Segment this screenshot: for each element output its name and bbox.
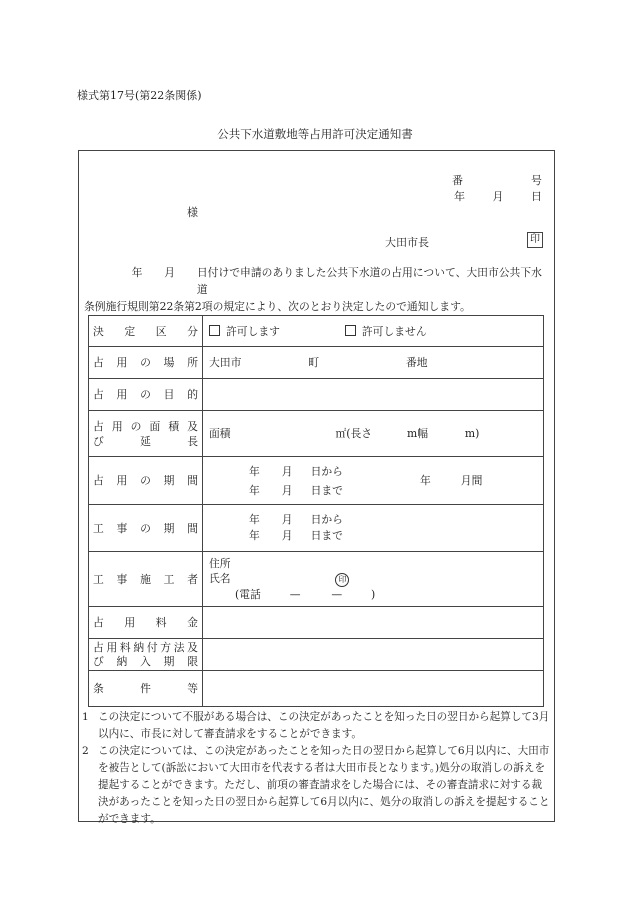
period-label bbox=[89, 457, 203, 505]
table-row bbox=[89, 552, 544, 607]
conditions-value[interactable] bbox=[203, 671, 544, 707]
duration-month: 月間 bbox=[460, 474, 483, 487]
permit-option-label: 許可します bbox=[226, 324, 280, 338]
period-from-year: 年 bbox=[249, 464, 260, 478]
period-from: 日から bbox=[310, 464, 343, 478]
permit-table bbox=[88, 315, 544, 707]
body-year: 年 bbox=[131, 266, 143, 279]
date-month: 月 bbox=[492, 190, 504, 203]
row-label-text: 占 用 の 期 間 bbox=[93, 474, 198, 487]
seal-circle-icon: 印 bbox=[335, 573, 349, 587]
table-row bbox=[89, 457, 544, 505]
table-row bbox=[89, 505, 544, 552]
issue-date bbox=[454, 188, 542, 204]
note-number: 1 bbox=[82, 711, 89, 723]
conditions-label bbox=[89, 671, 203, 707]
constr-to-year: 年 bbox=[249, 529, 260, 542]
table-row bbox=[89, 379, 544, 411]
table-row bbox=[89, 347, 544, 379]
table-row bbox=[89, 316, 544, 347]
phone-dash-2: — bbox=[331, 588, 343, 601]
document-number bbox=[452, 172, 542, 188]
constr-from-month: 月 bbox=[281, 513, 293, 526]
table-row bbox=[89, 671, 544, 707]
deny-option-label: 許可しません bbox=[361, 324, 427, 338]
constr-from-year: 年 bbox=[249, 513, 260, 526]
area-value[interactable] bbox=[203, 411, 544, 457]
checkbox-icon bbox=[345, 325, 356, 336]
phone-close: ) bbox=[371, 588, 376, 601]
constr-to: 日まで bbox=[310, 529, 343, 542]
row-label-text: 占 用 の 場 所 bbox=[93, 356, 198, 369]
fee-method-label bbox=[89, 639, 203, 671]
construction-label bbox=[89, 505, 203, 552]
note-number: 2 bbox=[82, 745, 89, 757]
decision-value bbox=[203, 316, 544, 347]
row-label-text: 条 件 等 bbox=[93, 682, 198, 695]
period-from-month: 月 bbox=[281, 464, 293, 478]
constr-to-month: 月 bbox=[281, 529, 293, 542]
place-town: 町 bbox=[308, 356, 320, 369]
period-to-month: 月 bbox=[281, 483, 293, 497]
table-row bbox=[89, 411, 544, 457]
place-city: 大田市 bbox=[209, 356, 242, 369]
body-month: 月 bbox=[164, 266, 176, 279]
checkbox-icon bbox=[209, 325, 220, 336]
notice-body bbox=[84, 264, 550, 315]
decision-label bbox=[89, 316, 203, 347]
deny-checkbox[interactable] bbox=[345, 325, 427, 338]
area-label bbox=[89, 411, 203, 457]
area-length: ㎡(長さ bbox=[335, 427, 373, 440]
fee-value[interactable] bbox=[203, 607, 544, 639]
place-value[interactable] bbox=[203, 347, 544, 379]
constr-from: 日から bbox=[310, 513, 343, 526]
place-banchi: 番地 bbox=[405, 356, 428, 369]
document-title: 公共下水道敷地等占用許可決定通知書 bbox=[217, 127, 413, 141]
contractor-label bbox=[89, 552, 203, 607]
mayor-title: 大田市長 bbox=[385, 236, 429, 249]
area-close: m) bbox=[464, 427, 480, 440]
row-label-text: 占 用 料 金 bbox=[93, 616, 198, 629]
phone-open: (電話 bbox=[235, 588, 261, 601]
construction-value[interactable] bbox=[203, 505, 544, 552]
note-item bbox=[82, 709, 552, 743]
contractor-name: 氏名 bbox=[209, 572, 231, 585]
note-text: この決定については、この決定があったことを知った日の翌日から起算して6月以内に、大田市を被告として(訴訟において大田市を代表する者は大田市長となります。)処分の取消しの訴えを提起することができます。ただし、前項の審査請求をした場合には、その審査請求に対する裁決があったことを知った日の翌日から起算して6月以内に、処分の取消しの訴えを提起することができます。 bbox=[98, 745, 550, 825]
body-line1: 日付けで申請のありました公共下水道の占用について、大田市公共下水道 bbox=[196, 266, 542, 296]
period-to: 日まで bbox=[310, 483, 343, 497]
area-text: 面積 bbox=[209, 427, 231, 440]
permit-checkbox[interactable] bbox=[209, 325, 280, 338]
row-label-text: 占 用 の 面 積 及 bbox=[93, 419, 198, 433]
number-suffix: 号 bbox=[531, 174, 542, 187]
note-text: この決定について不服がある場合は、この決定があったことを知った日の翌日から起算して3月以内に、市長に対して審査請求をすることができます。 bbox=[98, 711, 550, 740]
fee-label bbox=[89, 607, 203, 639]
row-label-text: 決 定 区 分 bbox=[93, 324, 198, 338]
row-label-text: 占 用 の 目 的 bbox=[93, 388, 198, 401]
period-to-year: 年 bbox=[249, 483, 260, 497]
phone-dash-1: — bbox=[289, 588, 301, 601]
place-label bbox=[89, 347, 203, 379]
row-label-text: 工 事 の 期 間 bbox=[93, 521, 198, 535]
contractor-address: 住所 bbox=[209, 557, 231, 570]
row-label-text: び 延 長 bbox=[93, 434, 198, 448]
fee-method-value[interactable] bbox=[203, 639, 544, 671]
row-label-text: び 納 入 期 限 bbox=[93, 654, 198, 668]
addressee-suffix: 様 bbox=[187, 206, 198, 219]
purpose-value[interactable] bbox=[203, 379, 544, 411]
date-day: 日 bbox=[531, 190, 542, 203]
period-value[interactable] bbox=[203, 457, 544, 505]
note-item bbox=[82, 743, 552, 828]
date-year: 年 bbox=[454, 190, 465, 203]
row-label-text: 占 用 料 納 付 方 法 及 bbox=[93, 640, 198, 654]
area-width: m幅 bbox=[406, 427, 428, 440]
table-row bbox=[89, 639, 544, 671]
duration-year: 年 bbox=[420, 474, 431, 487]
notes bbox=[82, 709, 552, 828]
form-id: 様式第17号(第22条関係) bbox=[77, 89, 202, 102]
purpose-label bbox=[89, 379, 203, 411]
table-row bbox=[89, 607, 544, 639]
number-label: 番 bbox=[452, 174, 463, 187]
seal-mark: 印 bbox=[527, 232, 543, 248]
body-line2: 条例施行規則第22条第2項の規定により、次のとおり決定したので通知します。 bbox=[84, 300, 471, 313]
contractor-value[interactable] bbox=[203, 552, 544, 607]
row-label-text: 工 事 施 工 者 bbox=[93, 572, 198, 586]
